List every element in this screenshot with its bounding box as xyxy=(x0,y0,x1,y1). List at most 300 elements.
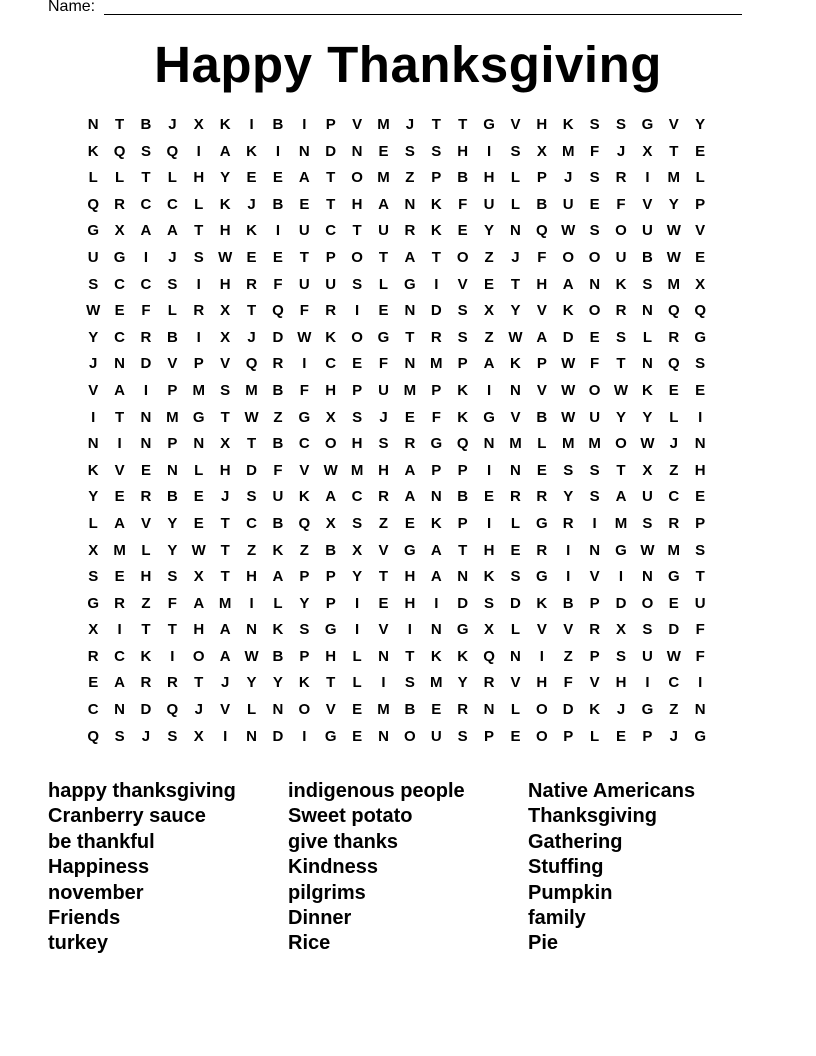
grid-letter: Y xyxy=(220,169,231,187)
grid-letter: L xyxy=(88,169,98,187)
grid-letter: S xyxy=(642,514,653,532)
grid-letter: U xyxy=(430,727,442,745)
grid-letter: S xyxy=(352,275,363,293)
grid-letter: T xyxy=(167,621,177,639)
grid-letter: E xyxy=(589,328,600,346)
grid-letter: X xyxy=(642,142,653,160)
grid-letter: K xyxy=(430,222,442,240)
grid-letter: X xyxy=(193,568,204,586)
grid-letter: F xyxy=(616,195,626,213)
grid-letter: H xyxy=(246,568,257,586)
grid-letter: S xyxy=(457,328,468,346)
word-list-item: pilgrims xyxy=(288,881,366,904)
grid-letter: K xyxy=(562,116,574,133)
grid-letter: V xyxy=(114,461,125,479)
grid-letter: I xyxy=(539,647,544,665)
grid-letter: Q xyxy=(536,222,548,240)
grid-letter: V xyxy=(378,621,389,639)
grid-letter: Z xyxy=(273,408,283,426)
grid-letter: S xyxy=(404,142,415,160)
grid-letter: J xyxy=(247,195,256,213)
grid-letter: U xyxy=(378,381,389,399)
grid-letter: L xyxy=(590,727,600,745)
grid-letter: N xyxy=(694,701,706,719)
grid-letter: R xyxy=(378,488,389,506)
grid-letter: N xyxy=(589,275,601,293)
grid-letter: B xyxy=(536,195,548,213)
grid-letter: D xyxy=(510,594,521,612)
grid-letter: R xyxy=(483,674,495,692)
grid-row xyxy=(80,644,740,671)
grid-letter: P xyxy=(167,381,178,399)
grid-letter: A xyxy=(615,488,627,506)
grid-letter: G xyxy=(536,568,548,586)
grid-letter: K xyxy=(430,195,442,213)
grid-letter: T xyxy=(458,541,468,559)
grid-letter: W xyxy=(561,355,576,373)
grid-letter: A xyxy=(193,594,205,612)
grid-letter: G xyxy=(324,621,337,639)
grid-letter: L xyxy=(669,408,679,426)
name-line[interactable] xyxy=(104,14,742,15)
grid-letter: E xyxy=(246,169,257,187)
grid-letter: C xyxy=(114,275,125,293)
grid-letter: E xyxy=(536,461,547,479)
grid-letter: F xyxy=(590,142,600,160)
grid-letter: I xyxy=(566,541,571,559)
grid-letter: B xyxy=(457,169,469,187)
grid-letter: F xyxy=(273,275,283,293)
grid-letter: P xyxy=(457,355,468,373)
grid-letter: T xyxy=(194,674,204,692)
grid-letter: J xyxy=(194,701,203,719)
grid-letter: K xyxy=(510,355,521,373)
grid-letter: D xyxy=(615,594,627,612)
grid-letter: M xyxy=(667,275,681,293)
grid-letter: H xyxy=(219,222,231,240)
grid-letter: X xyxy=(114,222,125,240)
grid-letter: S xyxy=(589,461,600,479)
grid-letter: D xyxy=(457,594,469,612)
grid-letter: G xyxy=(641,701,654,719)
grid-letter: U xyxy=(615,248,627,266)
grid-row xyxy=(80,272,740,299)
grid-letter: V xyxy=(167,355,178,373)
grid-letter: S xyxy=(616,328,627,346)
grid-letter: S xyxy=(616,647,627,665)
grid-letter: U xyxy=(378,222,389,240)
grid-letter: N xyxy=(404,355,416,373)
grid-letter: S xyxy=(167,275,178,293)
grid-letter: M xyxy=(166,408,179,426)
grid-letter: Q xyxy=(456,435,469,453)
grid-letter: M xyxy=(430,355,443,373)
grid-letter: V xyxy=(536,381,547,399)
grid-letter: A xyxy=(114,674,125,692)
grid-letter: H xyxy=(483,169,495,187)
grid-letter: G xyxy=(298,408,311,426)
grid-letter: W xyxy=(561,381,576,399)
grid-letter: X xyxy=(616,621,627,639)
grid-letter: S xyxy=(589,488,600,506)
grid-letter: J xyxy=(89,355,98,373)
page-title: Happy Thanksgiving xyxy=(154,36,662,93)
grid-letter: I xyxy=(302,727,307,745)
grid-letter: L xyxy=(246,701,257,719)
grid-letter: C xyxy=(325,355,337,373)
grid-letter: L xyxy=(194,461,204,479)
grid-letter: V xyxy=(299,461,310,479)
grid-letter: P xyxy=(431,381,442,399)
grid-letter: B xyxy=(166,488,178,506)
grid-letter: V xyxy=(536,302,547,320)
grid-letter: F xyxy=(273,461,283,479)
grid-letter: V xyxy=(695,222,706,240)
grid-letter: R xyxy=(668,328,680,346)
grid-letter: F xyxy=(378,355,389,373)
word-list-item: indigenous people xyxy=(288,780,465,802)
grid-letter: G xyxy=(667,568,680,586)
grid-row xyxy=(80,564,740,591)
grid-letter: N xyxy=(694,435,706,453)
grid-letter: G xyxy=(641,116,654,133)
grid-letter: I xyxy=(698,408,703,426)
grid-letter: R xyxy=(536,541,548,559)
grid-letter: K xyxy=(457,381,469,399)
grid-letter: I xyxy=(645,674,650,692)
grid-letter: M xyxy=(430,674,443,692)
grid-letter: K xyxy=(536,594,548,612)
grid-letter: G xyxy=(694,727,707,745)
grid-letter: N xyxy=(483,435,495,453)
grid-letter: O xyxy=(404,727,416,745)
grid-letter: P xyxy=(484,727,495,745)
grid-letter: Y xyxy=(457,674,468,692)
grid-letter: S xyxy=(695,355,706,373)
grid-letter: N xyxy=(298,142,310,160)
grid-letter: R xyxy=(114,594,125,612)
grid-letter: L xyxy=(141,541,151,559)
grid-letter: N xyxy=(430,488,442,506)
grid-letter: T xyxy=(405,647,415,665)
grid-letter: H xyxy=(615,674,627,692)
grid-letter: K xyxy=(457,647,469,665)
word-list-item: Sweet potato xyxy=(288,805,413,828)
grid-letter: I xyxy=(196,142,201,160)
grid-letter: X xyxy=(220,328,231,346)
grid-letter: K xyxy=(562,302,574,320)
grid-letter: W xyxy=(666,248,681,266)
grid-letter: V xyxy=(510,408,521,426)
grid-letter: T xyxy=(616,461,626,479)
grid-letter: U xyxy=(298,222,310,240)
grid-letter: L xyxy=(194,195,204,213)
grid-letter: H xyxy=(351,435,363,453)
grid-letter: D xyxy=(272,328,284,346)
grid-letter: K xyxy=(325,328,337,346)
grid-letter: N xyxy=(641,355,653,373)
grid-letter: G xyxy=(483,116,495,133)
grid-letter: N xyxy=(272,701,284,719)
grid-row xyxy=(80,218,740,245)
grid-letter: P xyxy=(457,514,468,532)
grid-letter: R xyxy=(404,222,416,240)
grid-letter: P xyxy=(299,647,310,665)
grid-letter: H xyxy=(219,275,231,293)
grid-letter: N xyxy=(510,222,521,240)
word-list-item: be thankful xyxy=(48,830,155,853)
grid-letter: S xyxy=(589,222,600,240)
grid-letter: N xyxy=(193,435,205,453)
grid-letter: I xyxy=(355,621,360,639)
grid-letter: P xyxy=(193,355,204,373)
grid-letter: T xyxy=(141,169,151,187)
grid-letter: G xyxy=(404,541,416,559)
grid-letter: E xyxy=(272,169,283,187)
grid-letter: K xyxy=(87,461,99,479)
grid-letter: O xyxy=(615,435,627,453)
grid-letter: I xyxy=(117,621,122,639)
grid-letter: D xyxy=(140,355,152,373)
grid-letter: S xyxy=(114,727,125,745)
grid-letter: J xyxy=(669,435,678,453)
grid-letter: T xyxy=(220,568,230,586)
grid-letter: S xyxy=(404,674,415,692)
grid-letter: C xyxy=(114,328,125,346)
grid-letter: K xyxy=(615,275,627,293)
grid-letter: R xyxy=(166,674,178,692)
grid-letter: L xyxy=(378,275,389,293)
grid-letter: L xyxy=(510,195,521,213)
grid-letter: T xyxy=(352,222,362,240)
grid-letter: S xyxy=(616,116,627,133)
grid-letter: P xyxy=(563,727,574,745)
grid-letter: E xyxy=(88,674,99,692)
grid-letter: P xyxy=(457,461,468,479)
word-list-item: Pumpkin xyxy=(528,881,613,904)
grid-letter: M xyxy=(350,461,364,479)
grid-letter: N xyxy=(246,727,257,745)
grid-letter: T xyxy=(669,142,679,160)
grid-row xyxy=(80,139,740,166)
grid-letter: R xyxy=(325,302,337,320)
grid-letter: P xyxy=(431,169,442,187)
grid-letter: I xyxy=(91,408,96,426)
grid-letter: Q xyxy=(272,302,284,320)
grid-letter: W xyxy=(191,541,206,559)
word-list-item: happy thanksgiving xyxy=(48,780,236,802)
grid-letter: I xyxy=(249,116,254,133)
grid-letter: Y xyxy=(695,116,706,133)
grid-letter: J xyxy=(247,328,256,346)
grid-letter: L xyxy=(115,169,125,187)
grid-letter: H xyxy=(483,541,495,559)
grid-letter: G xyxy=(377,328,390,346)
grid-letter: K xyxy=(140,647,152,665)
word-list-item: Pie xyxy=(528,932,559,955)
grid-letter: G xyxy=(113,248,126,266)
grid-letter: M xyxy=(667,541,681,559)
grid-letter: J xyxy=(616,701,626,719)
grid-letter: E xyxy=(484,275,495,293)
grid-letter: I xyxy=(566,568,571,586)
grid-letter: R xyxy=(140,674,152,692)
grid-letter: E xyxy=(352,727,363,745)
grid-letter: L xyxy=(642,328,652,346)
grid-letter: B xyxy=(562,594,574,612)
grid-letter: G xyxy=(536,514,548,532)
grid-letter: J xyxy=(220,674,230,692)
grid-letter: Q xyxy=(87,727,100,745)
grid-letter: V xyxy=(88,381,99,399)
grid-letter: V xyxy=(352,116,363,133)
grid-letter: A xyxy=(219,142,231,160)
grid-letter: K xyxy=(457,408,469,426)
grid-letter: S xyxy=(378,435,389,453)
grid-letter: T xyxy=(616,355,626,373)
grid-letter: I xyxy=(117,435,122,453)
grid-letter: E xyxy=(484,488,495,506)
grid-letter: I xyxy=(170,647,175,665)
grid-letter: Y xyxy=(246,674,257,692)
grid-row xyxy=(80,511,740,538)
grid-letter: L xyxy=(510,169,521,187)
grid-letter: R xyxy=(140,488,152,506)
grid-letter: P xyxy=(589,594,600,612)
grid-letter: B xyxy=(166,328,178,346)
grid-letter: N xyxy=(114,355,125,373)
grid-letter: S xyxy=(589,116,600,133)
word-column xyxy=(528,779,768,957)
grid-letter: R xyxy=(114,195,125,213)
grid-letter: X xyxy=(642,461,653,479)
grid-letter: P xyxy=(536,169,547,187)
grid-letter: P xyxy=(325,116,336,133)
grid-letter: E xyxy=(378,594,389,612)
grid-letter: P xyxy=(325,248,336,266)
grid-letter: P xyxy=(536,355,547,373)
grid-letter: N xyxy=(140,435,152,453)
grid-letter: C xyxy=(140,275,152,293)
grid-letter: Y xyxy=(88,488,99,506)
grid-letter: Z xyxy=(563,647,573,665)
word-list-item: Gathering xyxy=(528,830,623,853)
grid-letter: Q xyxy=(245,355,258,373)
grid-letter: L xyxy=(88,514,98,532)
grid-letter: P xyxy=(352,381,363,399)
grid-letter: I xyxy=(143,248,149,266)
grid-letter: O xyxy=(351,169,363,187)
grid-letter: R xyxy=(615,169,627,187)
grid-letter: F xyxy=(458,195,468,213)
grid-letter: V xyxy=(563,621,574,639)
grid-letter: I xyxy=(486,142,492,160)
grid-letter: P xyxy=(167,435,178,453)
grid-letter: M xyxy=(614,514,628,532)
grid-letter: W xyxy=(640,435,655,453)
grid-letter: T xyxy=(431,248,441,266)
grid-letter: C xyxy=(114,647,125,665)
grid-letter: H xyxy=(536,116,548,133)
grid-letter: I xyxy=(302,116,307,133)
grid-letter: T xyxy=(246,435,257,453)
grid-letter: L xyxy=(273,594,283,612)
word-list-item: Happiness xyxy=(48,856,150,879)
grid-letter: R xyxy=(668,514,680,532)
grid-letter: P xyxy=(325,568,336,586)
grid-letter: T xyxy=(141,621,151,639)
grid-letter: J xyxy=(220,488,230,506)
grid-letter: N xyxy=(589,541,601,559)
grid-row xyxy=(80,192,740,219)
grid-letter: G xyxy=(483,408,495,426)
grid-letter: R xyxy=(536,488,548,506)
grid-letter: L xyxy=(510,621,521,639)
grid-letter: U xyxy=(483,195,495,213)
grid-letter: E xyxy=(246,248,257,266)
grid-letter: H xyxy=(457,142,469,160)
grid-row xyxy=(80,378,740,405)
grid-letter: F xyxy=(299,381,309,399)
grid-letter: N xyxy=(641,568,653,586)
grid-letter: S xyxy=(457,302,468,320)
grid-letter: S xyxy=(510,568,521,586)
grid-letter: A xyxy=(483,355,495,373)
grid-letter: N xyxy=(378,727,389,745)
grid-letter: W xyxy=(613,381,629,399)
grid-letter: V xyxy=(378,541,389,559)
grid-letter: R xyxy=(404,435,416,453)
grid-letter: I xyxy=(486,381,492,399)
grid-letter: E xyxy=(695,488,706,506)
grid-letter: X xyxy=(193,116,204,133)
grid-letter: Q xyxy=(667,355,680,373)
grid-letter: U xyxy=(272,488,284,506)
grid-letter: C xyxy=(351,488,363,506)
grid-letter: I xyxy=(302,355,307,373)
grid-letter: S xyxy=(352,514,363,532)
grid-letter: X xyxy=(220,302,231,320)
grid-letter: E xyxy=(668,594,679,612)
grid-letter: Z xyxy=(484,328,494,346)
grid-letter: U xyxy=(562,195,574,213)
grid-letter: I xyxy=(275,142,281,160)
grid-letter: E xyxy=(695,248,706,266)
grid-letter: T xyxy=(246,302,257,320)
grid-letter: S xyxy=(589,169,600,187)
grid-letter: Y xyxy=(616,408,627,426)
grid-letter: T xyxy=(378,568,389,586)
grid-letter: P xyxy=(642,727,653,745)
grid-letter: A xyxy=(114,514,125,532)
grid-letter: X xyxy=(193,727,204,745)
grid-letter: B xyxy=(272,381,284,399)
grid-letter: I xyxy=(249,594,254,612)
grid-letter: M xyxy=(588,435,601,453)
grid-letter: R xyxy=(430,328,442,346)
grid-letter: W xyxy=(86,302,101,320)
grid-letter: Y xyxy=(167,541,178,559)
grid-letter: I xyxy=(434,594,439,612)
grid-letter: W xyxy=(666,647,681,665)
grid-letter: U xyxy=(325,275,337,293)
grid-letter: A xyxy=(219,647,231,665)
grid-letter: K xyxy=(430,647,442,665)
grid-letter: N xyxy=(510,381,521,399)
grid-letter: E xyxy=(404,408,415,426)
grid-letter: E xyxy=(404,514,415,532)
grid-letter: P xyxy=(431,461,442,479)
